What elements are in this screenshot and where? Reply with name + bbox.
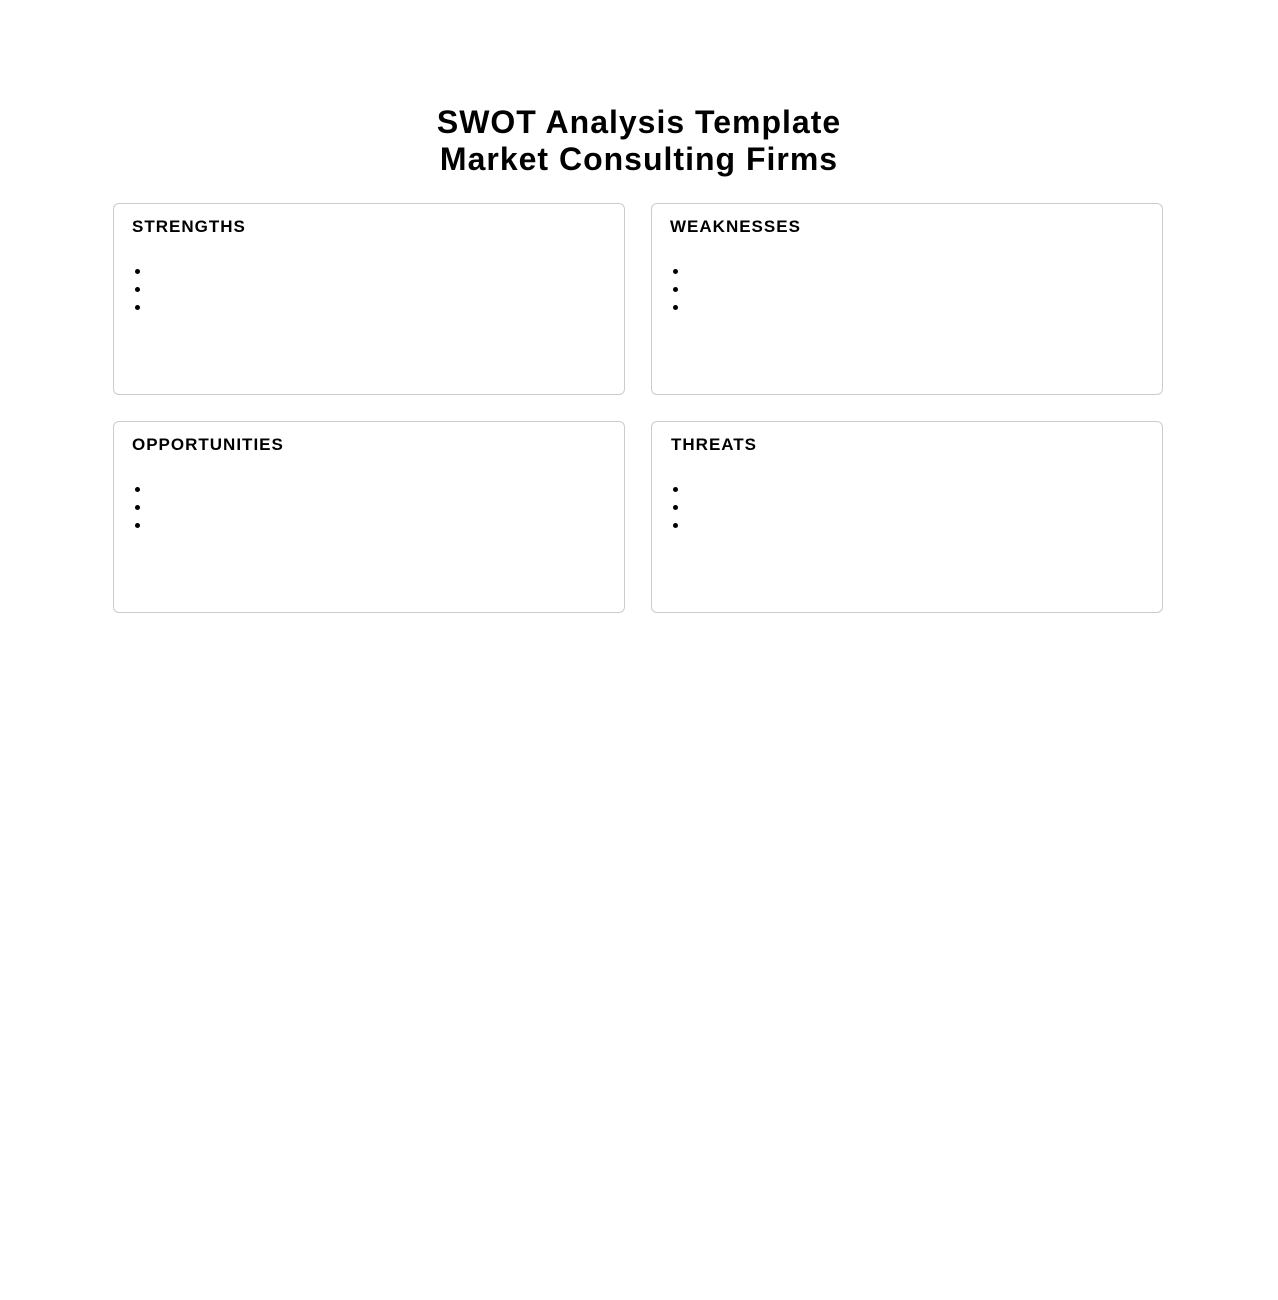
bullet-icon	[135, 523, 140, 528]
list-item[interactable]	[135, 280, 140, 298]
list-item[interactable]	[135, 498, 140, 516]
opportunities-heading: OPPORTUNITIES	[132, 435, 284, 454]
list-item[interactable]	[135, 480, 140, 498]
bullet-icon	[673, 269, 678, 274]
bullet-icon	[673, 305, 678, 310]
list-item[interactable]	[673, 516, 678, 534]
title-line-2: Market Consulting Firms	[439, 141, 839, 177]
strengths-list	[135, 262, 140, 316]
bullet-icon	[135, 505, 140, 510]
bullet-icon	[673, 287, 678, 292]
threats-list	[673, 480, 678, 534]
threats-box	[651, 421, 1163, 613]
weaknesses-heading: WEAKNESSES	[670, 217, 801, 236]
opportunities-box	[113, 421, 625, 613]
bullet-icon	[673, 523, 678, 528]
page-title	[0, 104, 1278, 178]
list-item[interactable]	[673, 280, 678, 298]
list-item[interactable]	[673, 480, 678, 498]
list-item[interactable]	[135, 298, 140, 316]
opportunities-list	[135, 480, 140, 534]
bullet-icon	[135, 487, 140, 492]
weaknesses-list	[673, 262, 678, 316]
bullet-icon	[135, 269, 140, 274]
bullet-icon	[135, 305, 140, 310]
strengths-heading: STRENGTHS	[132, 217, 246, 236]
title-line-1: SWOT Analysis Template	[436, 104, 842, 140]
bullet-icon	[673, 505, 678, 510]
bullet-icon	[135, 287, 140, 292]
weaknesses-box	[651, 203, 1163, 395]
bullet-icon	[673, 487, 678, 492]
list-item[interactable]	[673, 262, 678, 280]
list-item[interactable]	[135, 262, 140, 280]
list-item[interactable]	[673, 498, 678, 516]
threats-heading: THREATS	[671, 435, 758, 454]
strengths-box	[113, 203, 625, 395]
list-item[interactable]	[135, 516, 140, 534]
list-item[interactable]	[673, 298, 678, 316]
